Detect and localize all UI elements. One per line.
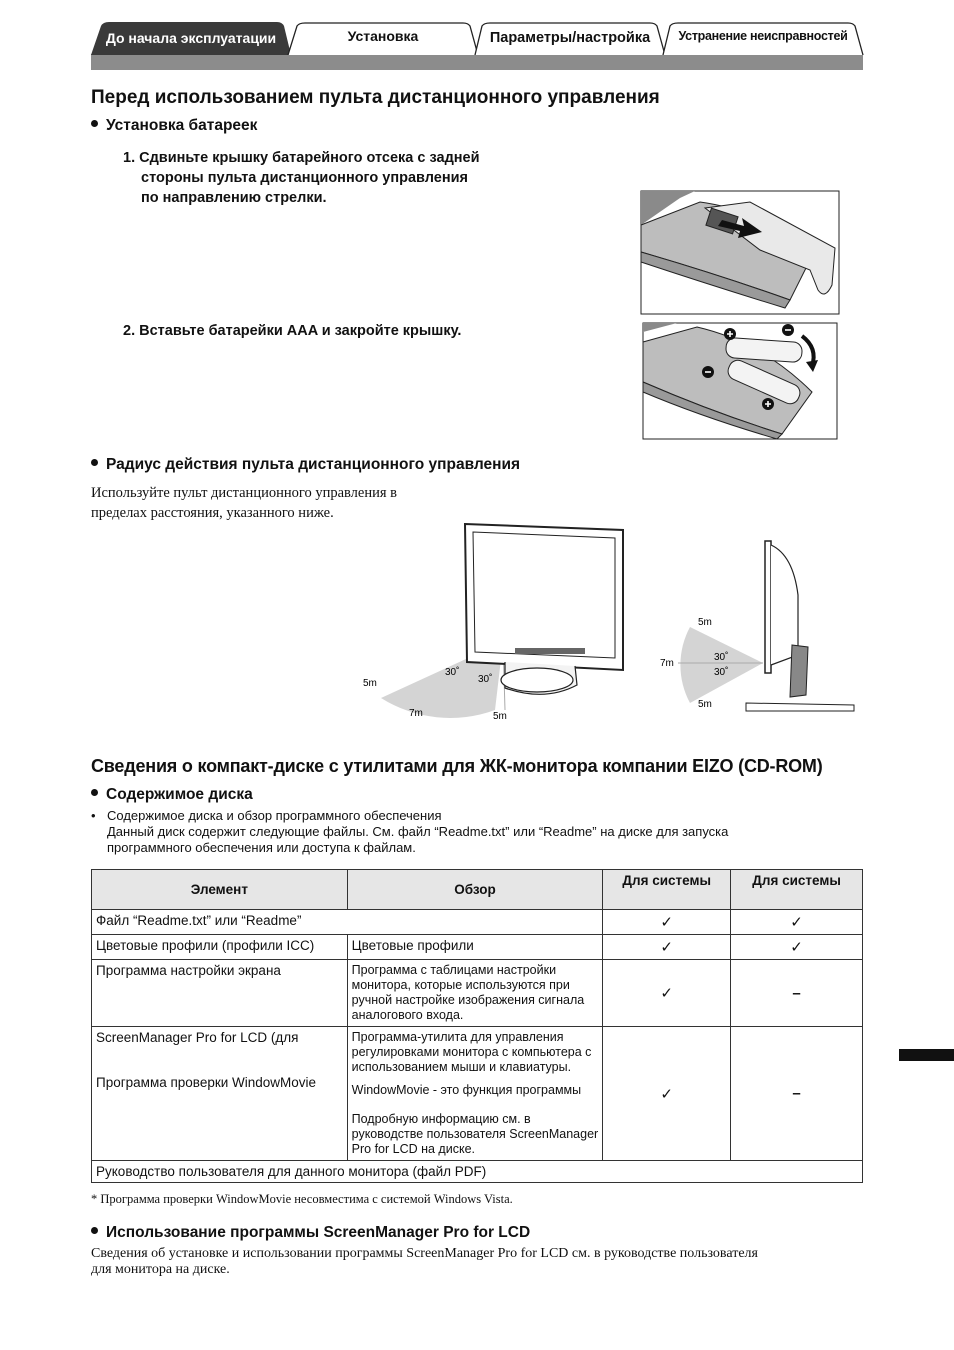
table-row [92,1161,863,1183]
cell-line: Подробную информацию см. в руководстве пользователя ScreenManager Pro for LCD на диске. [351,1112,599,1156]
angle-label: 30˚ [478,674,493,685]
heading-text: Радиус действия пульта дистанционного управления [106,456,521,473]
table-cell: Руководство пользователя для данного монитора (файл PDF) [92,1161,863,1183]
text-line: программного обеспечения или доступа к файлам. [107,840,416,855]
table-row [92,1027,863,1161]
table-row [92,960,863,1027]
table-cell: Цветовые профили (профили ICC) [92,935,348,960]
table-cell [92,1027,348,1161]
bullet-icon [91,789,98,796]
tab-label: Установка [347,28,419,44]
table-footnote: * Программа проверки WindowMovie несовместима с системой Windows Vista. [91,1192,513,1206]
tab-before-use[interactable] [91,22,291,54]
check-icon: ✓ [731,935,863,960]
cell-line: Программа-утилита для управления регулировками монитора с компьютера с использованием мыши и клавиатуры. [351,1030,592,1074]
cd-contents-table [91,869,863,1183]
column-header: Элемент [92,870,348,910]
heading-battery-install [91,117,257,135]
check-icon: ✓ [603,935,731,960]
table-cell: Цветовые профили [347,935,603,960]
step-2: 2. Вставьте батарейки AAA и закройте крышку. [123,323,462,339]
heading-text: Содержимое диска [106,786,253,803]
table-cell [347,1027,603,1161]
side-index-tab [899,1049,954,1061]
step-1-line: стороны пульта дистанционного управления [141,170,468,186]
tab-bar-underline [91,54,863,70]
front-range-diagram [355,520,640,725]
tab-troubleshooting[interactable] [662,22,864,54]
heading-screenmanager [91,1224,530,1242]
heading-text: Установка батареек [106,117,258,134]
check-icon: ✓ [731,910,863,935]
tab-label: До начала эксплуатации [105,30,277,46]
cell-line: WindowMovie - это функция программы [351,1083,582,1097]
table-row [92,935,863,960]
table-header-row [92,870,863,910]
screenmanager-description [91,1246,758,1278]
section-title-cdrom: Сведения о компакт-диске с утилитами для ЖК-монитора компании EIZO (CD-ROM) [91,756,823,776]
tab-label: Параметры/настройка [489,30,651,46]
heading-text: Использование программы ScreenManager Pro for LCD [106,1224,531,1241]
column-header: Для системы [731,870,863,910]
dash-icon: – [731,960,863,1027]
cell-line: ScreenManager Pro for LCD (для [96,1030,299,1045]
section-title-remote: Перед использованием пульта дистанционного управления [91,87,660,108]
heading-disc-contents [91,786,253,804]
table-cell: Программа с таблицами настройки монитора, которые используются при ручной настройке изображения сигнала аналогового входа. [347,960,603,1027]
distance-label: 5m [698,617,712,628]
step-1-line: по направлению стрелки. [141,190,327,206]
tab-settings[interactable] [474,22,666,54]
table-cell: Файл “Readme.txt” или “Readme” [92,910,603,935]
distance-label: 7m [409,708,423,719]
table-cell: Программа настройки экрана [92,960,348,1027]
distance-label: 5m [493,711,507,722]
text-line: Сведения об установке и использовании программы ScreenManager Pro for LCD см. в руководстве пользователя [91,1246,758,1261]
step-1-line: 1. Сдвиньте крышку батарейного отсека с задней [123,150,480,166]
dash-icon: – [731,1027,863,1161]
heading-remote-range [91,456,520,474]
range-description [91,483,397,523]
text-line: для монитора на диске. [91,1262,230,1277]
step-1 [123,148,480,208]
bullet-icon [91,459,98,466]
distance-label: 5m [698,699,712,710]
bullet-title: Содержимое диска и обзор программного обеспечения [107,808,442,823]
remote-batteries-illustration [642,322,838,440]
check-icon: ✓ [603,910,731,935]
tab-label: Устранение неисправностей [678,29,848,43]
bullet-icon [91,120,98,127]
angle-label: 30˚ [714,667,729,678]
column-header: Обзор [347,870,603,910]
distance-label: 7m [660,658,674,669]
column-header: Для системы [603,870,731,910]
angle-label: 30˚ [714,652,729,663]
check-icon: ✓ [603,1027,731,1161]
disc-contents-bullet [91,808,861,856]
text-line: Данный диск содержит следующие файлы. См. файл “Readme.txt” или “Readme” на диске для запуска [107,824,729,839]
remote-cover-illustration [640,190,840,315]
angle-label: 30˚ [445,667,460,678]
text-line: пределах расстояния, указанного ниже. [91,505,334,521]
distance-label: 5m [363,678,377,689]
tab-installation[interactable] [287,22,479,54]
bullet-icon [91,1227,98,1234]
bullet-marker: • [91,808,96,823]
check-icon: ✓ [603,960,731,1027]
text-line: Используйте пульт дистанционного управления в [91,485,398,501]
side-range-diagram [658,535,863,715]
table-row [92,910,863,935]
cell-line: Программа проверки WindowMovie [96,1075,317,1090]
